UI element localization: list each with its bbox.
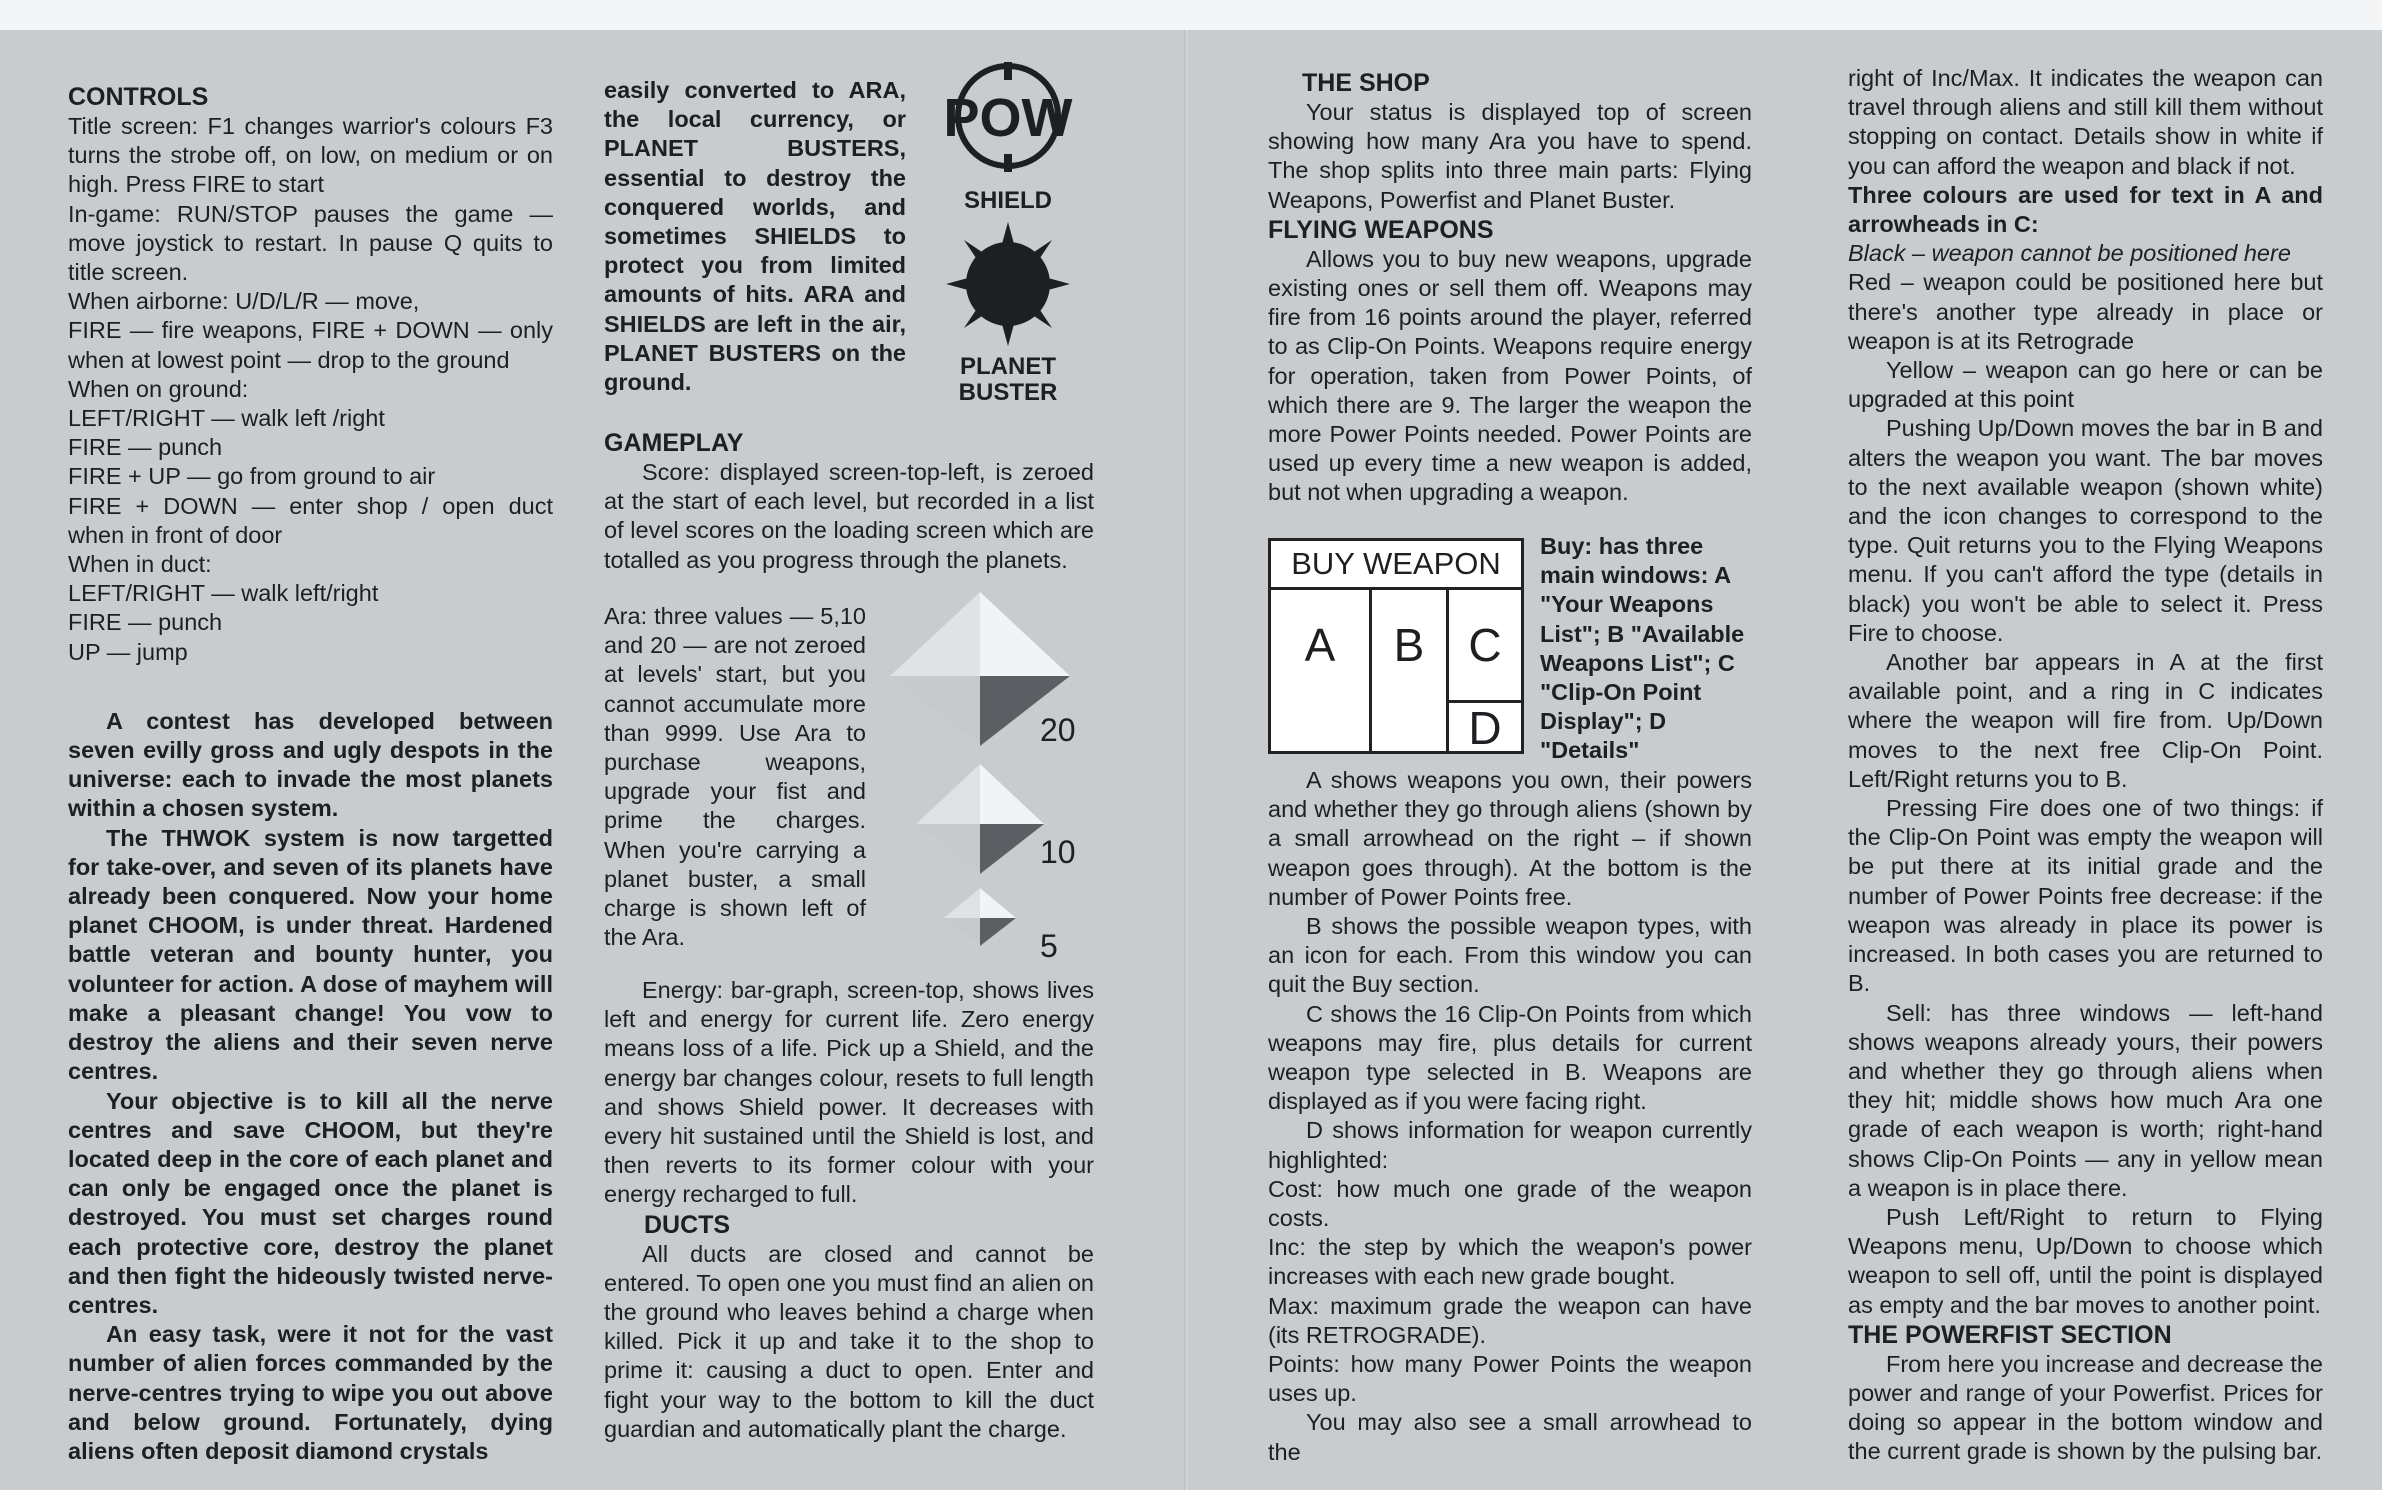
story-paragraph: An easy task, were it not for the vast number of alien forces commanded by the nerve-centres trying to wipe you out above and below ground. Fortunately, dying aliens often deposit diamond crystals [68, 1321, 553, 1464]
ara-diamond-illustration [880, 592, 1100, 972]
detail-paragraph: Inc: the step by which the weapon's power increases with each new grade bought. [1268, 1234, 1752, 1290]
planet-buster-label: PLANET BUSTER [958, 353, 1058, 406]
planet-buster-icon [946, 222, 1070, 346]
flying-weapons-heading: FLYING WEAPONS [1268, 215, 1494, 244]
buy-description [1540, 532, 1752, 766]
controls-line: UP — jump [68, 638, 188, 665]
page-fold [1184, 30, 1190, 1490]
column-shop-continued [1848, 64, 2323, 1467]
powerfist-paragraph: From here you increase and decrease the power and range of your Powerfist. Prices for doing so appear in the bottom window and the current grade is shown by the pulsing bar. [1848, 1350, 2323, 1465]
intro-paragraph: easily converted to ARA, the local currency, or PLANET BUSTERS, essential to destroy the conquered worlds, and sometimes SHIELDS to protect you from limited amounts of hits. ARA and SHIELDS are left in the air, PLANET BUSTERS on the ground. [604, 77, 906, 396]
energy-ducts-block [604, 976, 1094, 1444]
window-a: A [1271, 590, 1372, 751]
window-b: B [1372, 590, 1449, 751]
col4-paragraph: Three colours are used for text in A and arrowheads in C: [1848, 181, 2323, 238]
detail-paragraph: A shows weapons you own, their powers and whether they go through aliens (shown by a small arrowhead on the right – if shown weapon goes through). At the bottom is the number of Power Points free. [1268, 767, 1752, 910]
ara-text: Ara: three values — 5,10 and 20 — are not zeroed at levels' start, but you cannot accumulate more than 9999. Use Ara to purchase weapons, upgrade your fist and prime the charges. When you're carrying a planet buster, a small charge is shown left of the Ara. [604, 603, 866, 951]
detail-paragraph: D shows information for weapon currently highlighted: [1268, 1117, 1752, 1173]
controls-line: FIRE + DOWN — enter shop / open duct when in front of door [68, 492, 553, 548]
controls-line: In-game: RUN/STOP pauses the game — move joystick to restart. In pause Q quits to title screen. [68, 200, 553, 286]
story-paragraph: A contest has developed between seven evilly gross and ugly despots in the universe: each to invade the most planets within a chosen system. [68, 707, 553, 822]
col4-paragraph: Pushing Up/Down moves the bar in B and alters the weapon you want. The bar moves to the next available weapon (shown white) and the icon changes to correspond to the type. Quit returns you to the Flying Weapons menu. If you can't afford the type (details in black) you won't be able to select it. Press Fire to choose. [1848, 415, 2323, 646]
detail-paragraph: Max: maximum grade the weapon can have (its RETROGRADE). [1268, 1292, 1752, 1348]
controls-line: LEFT/RIGHT — walk left/right [68, 580, 379, 607]
shop-heading: THE SHOP [1302, 69, 1430, 97]
detail-paragraph: B shows the possible weapon types, with an icon for each. From this window you can quit the Buy section. [1268, 913, 1752, 998]
intro-text-block [604, 76, 906, 397]
controls-line: FIRE — fire weapons, FIRE + DOWN — only when at lowest point — drop to the ground [68, 317, 553, 373]
buy-text: Buy: has three main windows: A "Your Weapons List"; B "Available Weapons List"; C "Clip-On Point Display"; D "Details" [1540, 533, 1745, 764]
col4-paragraph: Push Left/Right to return to Flying Weapons menu, Up/Down to choose which weapon to sell off, until the point is displayed as empty and the bar moves to another point. [1848, 1203, 2323, 1318]
controls-line: Title screen: F1 changes warrior's colours F3 turns the strobe off, on low, on medium or on high. Press FIRE to start [68, 113, 553, 198]
diamond-value-10: 10 [1040, 834, 1076, 870]
column-shop [1268, 68, 1752, 508]
powerfist-heading: THE POWERFIST SECTION [1848, 1320, 2172, 1349]
gameplay-block [604, 428, 1094, 575]
buy-weapon-diagram [1268, 538, 1524, 754]
story-paragraph: Your objective is to kill all the nerve centres and save CHOOM, but they're located deep in the core of each planet and can only be engaged once the planet is destroyed. You must set charges round each protective core, destroy the planet and then fight the hideously twisted nerve-centres. [68, 1087, 553, 1318]
window-d: D [1449, 700, 1521, 754]
col4-paragraph: Black – weapon cannot be positioned here [1848, 240, 2291, 267]
pow-text: POW [943, 88, 1073, 148]
controls-line: FIRE — punch [68, 609, 223, 636]
col4-paragraph: Pressing Fire does one of two things: if the Clip-On Point was empty the weapon will be put there at its initial grade and the number of Power Points free decrease: if the weapon was already in place its power is increased. In both cases you are returned to B. [1848, 795, 2323, 997]
detail-paragraph: Points: how many Power Points the weapon uses up. [1268, 1351, 1752, 1407]
pow-shield-icon [928, 60, 1088, 190]
flying-weapons-paragraph: Allows you to buy new weapons, upgrade existing ones or sell them off. Weapons may fire from 16 points around the player, referred to as Clip-On Points. Weapons require energy for operation, taken from Power Points, of which there are 9. The larger the weapon the more Power Points needed. Power Points are used up every time a new weapon is added, but not when upgrading a weapon. [1268, 245, 1752, 506]
col4-paragraph: Yellow – weapon can go here or can be upgraded at this point [1848, 357, 2323, 413]
controls-heading: CONTROLS [68, 83, 209, 111]
ducts-paragraph: All ducts are closed and cannot be entered. To open one you must find an alien on the ground who leaves behind a charge when killed. Pick it up and take it to the shop to prime it: causing a duct to open. Enter and fight your way to the bottom to kill the duct guardian and automatically plant the charge. [604, 1240, 1094, 1442]
detail-paragraph: Cost: how much one grade of the weapon costs. [1268, 1175, 1752, 1232]
gameplay-heading: GAMEPLAY [604, 429, 744, 457]
energy-paragraph: Energy: bar-graph, screen-top, shows lives left and energy for current life. Zero energy means loss of a life. Pick up a Shield, and the energy bar changes colour, resets to full length and shows Shield power. It decreases with every hit sustained until the Shield is lost, and then reverts to its former colour with your energy recharged to full. [604, 977, 1094, 1208]
column-shop-details [1268, 766, 1752, 1467]
shield-label: SHIELD [963, 187, 1052, 214]
col4-paragraph: Sell: has three windows — left-hand shows weapons already yours, their powers and whether they go through aliens when they hit; middle shows how much Ara one grade of each weapon is worth; right-hand shows Clip-On Points — any in yellow mean a weapon is in place there. [1848, 999, 2323, 1201]
col4-paragraph: Red – weapon could be positioned here but there's another type already in place or weapon is at its Retrograde [1848, 269, 2323, 354]
col4-paragraph: right of Inc/Max. It indicates the weapon can travel through aliens and still kill them without stopping on contact. Details show in white if you can afford the weapon and black if not. [1848, 65, 2323, 179]
diamond-value-20: 20 [1040, 712, 1076, 748]
controls-line: FIRE — punch [68, 434, 223, 461]
ara-paragraph [604, 602, 866, 952]
icon-legend [928, 60, 1088, 420]
controls-line: When on ground: [68, 375, 249, 402]
shop-paragraph: Your status is displayed top of screen showing how many Ara you have to spend. The shop splits into three main parts: Flying Weapons, Powerfist and Planet Buster. [1268, 99, 1752, 213]
controls-line: When airborne: U/D/L/R — move, [68, 288, 420, 315]
controls-line: LEFT/RIGHT — walk left /right [68, 405, 385, 432]
ducts-heading: DUCTS [644, 1210, 731, 1239]
buy-weapon-title: BUY WEAPON [1271, 541, 1521, 590]
window-c: C [1468, 619, 1502, 671]
detail-paragraph: C shows the 16 Clip-On Points from which weapons may fire, plus details for current weapon type selected in B. Weapons are displayed as if you were facing right. [1268, 1000, 1752, 1115]
detail-paragraph: You may also see a small arrowhead to the [1268, 1409, 1752, 1465]
controls-line: FIRE + UP — go from ground to air [68, 463, 436, 490]
score-paragraph: Score: displayed screen-top-left, is zeroed at the start of each level, but recorded in a list of level scores on the loading screen which are totalled as you progress through the planets. [604, 459, 1094, 573]
story-paragraph: The THWOK system is now targetted for take-over, and seven of its planets have already been conquered. Now your home planet CHOOM, is under threat. Hardened battle veteran and bounty hunter, you volunteer for action. A dose of mayhem will make a pleasant change! You vow to destroy the aliens and their seven nerve centres. [68, 824, 553, 1085]
diamond-crystals-icon [880, 592, 1100, 972]
column-controls [68, 82, 553, 1466]
controls-line: When in duct: [68, 551, 212, 578]
diamond-value-5: 5 [1040, 928, 1058, 964]
col4-paragraph: Another bar appears in A at the first available point, and a ring in C indicates where the weapon will fire from. Up/Down moves to the next free Clip-On Point. Left/Right returns you to B. [1848, 649, 2323, 792]
